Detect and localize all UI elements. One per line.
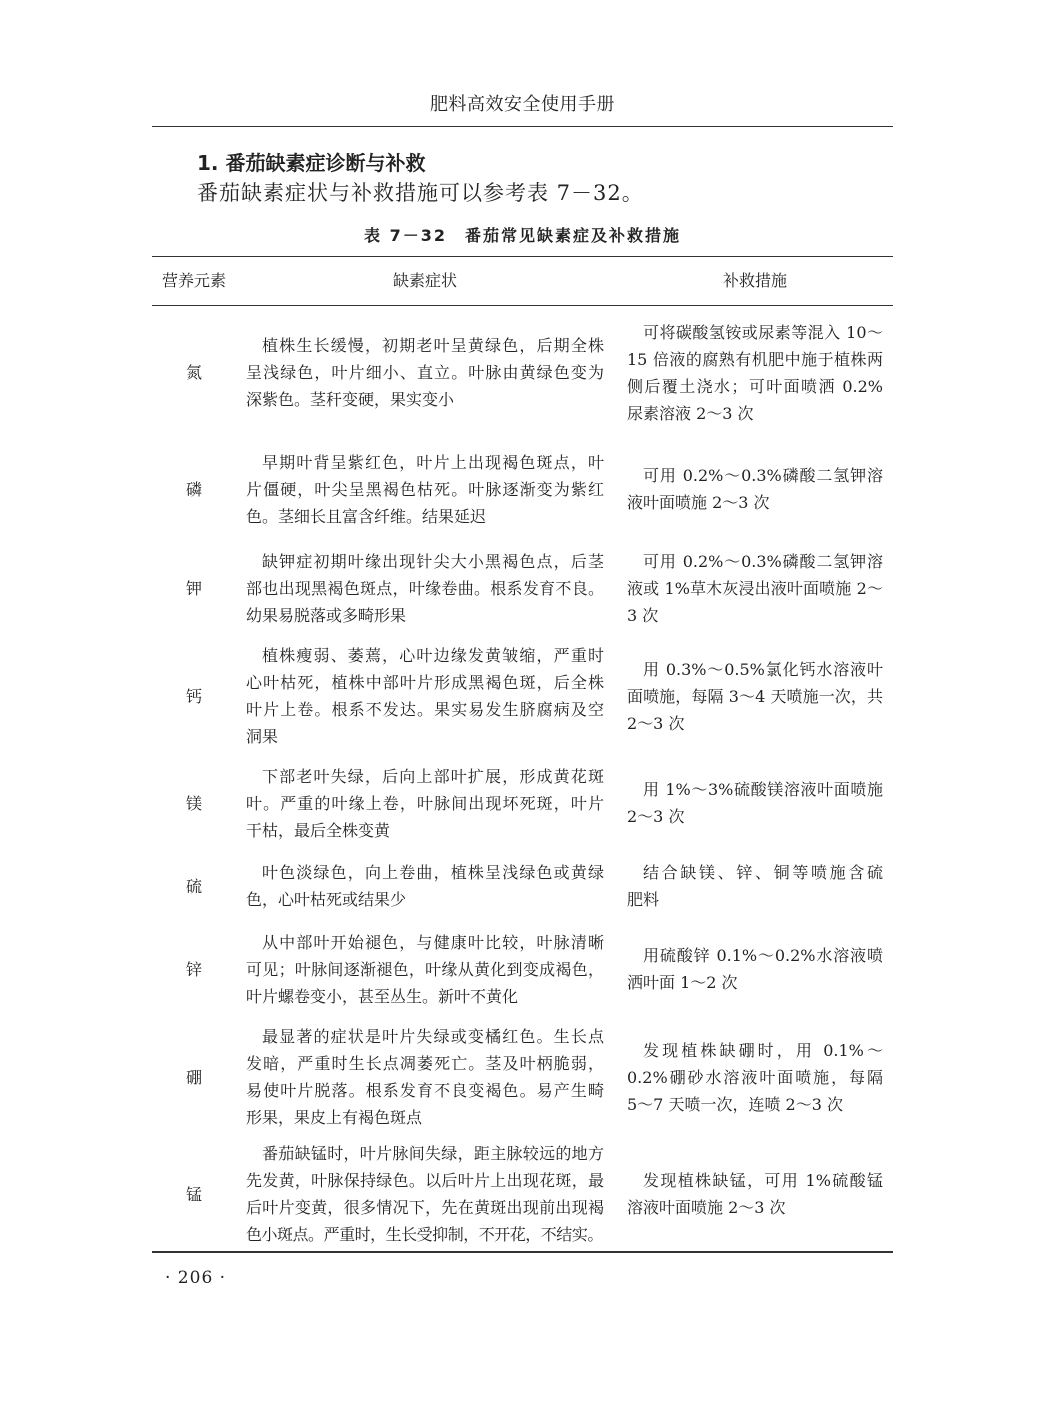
- cell-symptoms: [236, 755, 614, 851]
- symptom-line: 缺钾症初期叶缘出现针尖大小黑褐色点，后茎: [262, 551, 604, 571]
- remedy-line: 2～3 次: [627, 713, 685, 733]
- remedy-line: 用硫酸锌 0.1%～0.2%水溶液喷: [643, 946, 883, 965]
- cell-element: [152, 851, 236, 921]
- intro-paragraph: 番茄缺素症状与补救措施可以参考表 7－32。: [197, 181, 644, 205]
- cell-element: [152, 1017, 236, 1137]
- cell-element: [152, 306, 236, 439]
- element-label: 锰: [185, 1184, 202, 1204]
- symptom-line: 部也出现黑褐色斑点，叶缘卷曲。根系发育不良。: [246, 578, 604, 598]
- table-row: [152, 306, 893, 439]
- table-row: [152, 637, 893, 755]
- element-label: 镁: [185, 793, 202, 813]
- cell-symptoms: [236, 637, 614, 755]
- symptom-line: 下部老叶失绿，后向上部叶扩展，形成黄花斑: [262, 766, 604, 786]
- symptom-line: 叶。严重的叶缘上卷，叶脉间出现坏死斑，叶片: [246, 793, 604, 813]
- table-caption: [152, 224, 893, 248]
- remedy-line: 0.2%硼砂水溶液叶面喷施，每隔: [627, 1067, 883, 1087]
- remedy-line: 用 0.3%～0.5%氯化钙水溶液叶: [643, 659, 883, 679]
- cell-remedy: [614, 439, 893, 539]
- symptom-line: 最显著的症状是叶片失绿或变橘红色。生长点: [262, 1027, 604, 1046]
- symptom-line: 洞果: [246, 727, 279, 746]
- symptom-line: 色，心叶枯死或结果少: [246, 890, 407, 909]
- symptom-line: 叶片螺卷变小，甚至丛生。新叶不黄化: [246, 986, 519, 1006]
- cell-element: [152, 637, 236, 755]
- symptom-line: 易使叶片脱落。根系发育不良变褐色。易产生畸: [246, 1081, 604, 1100]
- table-row: [152, 1137, 893, 1251]
- cell-element: [152, 439, 236, 539]
- column-header-remedy: 补救措施: [722, 271, 787, 290]
- running-header: 肥料高效安全使用手册: [430, 94, 615, 115]
- symptom-line: 番茄缺锰时，叶片脉间失绿，距主脉较远的地方: [262, 1144, 604, 1163]
- deficiency-table: [152, 256, 893, 1253]
- remedy-line: 可将碳酸氢铵或尿素等混入 10～: [643, 322, 883, 342]
- symptom-line: 幼果易脱落或多畸形果: [246, 605, 407, 625]
- cell-remedy: [614, 637, 893, 755]
- symptom-line: 色。茎细长且富含纤维。结果延迟: [246, 506, 487, 526]
- symptom-line: 色小斑点。严重时，生长受抑制，不开花，不结实。: [246, 1225, 603, 1244]
- cell-remedy: [614, 921, 893, 1017]
- remedy-line: 2～3 次: [627, 807, 685, 826]
- cell-element: [152, 539, 236, 637]
- remedy-line: 洒叶面 1～2 次: [627, 973, 738, 992]
- remedy-line: 侧后覆土浇水；可叶面喷洒 0.2%: [627, 376, 883, 396]
- cell-symptoms: [236, 1137, 614, 1251]
- cell-element: [152, 1137, 236, 1251]
- table-row: [152, 539, 893, 637]
- remedy-line: 溶液叶面喷施 2～3 次: [627, 1198, 786, 1217]
- symptom-line: 从中部叶开始褪色，与健康叶比较，叶脉清晰: [262, 932, 604, 952]
- symptom-line: 植株瘦弱、萎蔫，心叶边缘发黄皱缩，严重时: [262, 646, 604, 665]
- cell-symptoms: [236, 1017, 614, 1137]
- remedy-line: 液叶面喷施 2～3 次: [627, 493, 770, 512]
- column-header-element: 营养元素: [161, 271, 226, 290]
- header-rule: [152, 126, 893, 127]
- remedy-line: 15 倍液的腐熟有机肥中施于植株两: [627, 349, 883, 369]
- cell-symptoms: [236, 921, 614, 1017]
- element-label: 锌: [185, 959, 202, 979]
- cell-remedy: [614, 755, 893, 851]
- remedy-line: 结合缺镁、锌、铜等喷施含硫: [643, 863, 883, 882]
- cell-remedy: [614, 1017, 893, 1137]
- cell-element: [152, 755, 236, 851]
- remedy-line: 尿素溶液 2～3 次: [627, 403, 754, 423]
- cell-symptoms: [236, 306, 614, 439]
- cell-symptoms: [236, 439, 614, 539]
- table-row: [152, 755, 893, 851]
- symptom-line: 叶片上卷。根系不发达。果实易发生脐腐病及空: [246, 700, 604, 719]
- table-header-row: [152, 257, 893, 306]
- symptom-line: 后叶片变黄，很多情况下，先在黄斑出现前出现褐: [246, 1198, 604, 1217]
- section-heading: 1. 番茄缺素症诊断与补救: [197, 151, 426, 175]
- symptom-line: 形果，果皮上有褐色斑点: [246, 1108, 423, 1127]
- remedy-line: 肥料: [627, 890, 660, 909]
- symptom-line: 发暗，严重时生长点凋萎死亡。茎及叶柄脆弱，: [246, 1054, 604, 1073]
- table-row: [152, 851, 893, 921]
- symptom-line: 干枯，最后全株变黄: [246, 820, 391, 840]
- table-row: [152, 1017, 893, 1137]
- remedy-line: 可用 0.2%～0.3%磷酸二氢钾溶: [643, 551, 883, 571]
- symptom-line: 先发黄，叶脉保持绿色。以后叶片上出现花斑，最: [246, 1171, 604, 1190]
- element-label: 氮: [185, 363, 202, 382]
- remedy-line: 发现植株缺锰，可用 1%硫酸锰: [643, 1171, 883, 1190]
- cell-symptoms: [236, 539, 614, 637]
- symptom-line: 叶色淡绿色，向上卷曲，植株呈浅绿色或黄绿: [262, 863, 604, 882]
- table-body: [152, 306, 893, 1251]
- remedy-line: 3 次: [627, 605, 659, 625]
- remedy-line: 发现植株缺硼时，用 0.1%～: [643, 1040, 883, 1060]
- element-label: 硫: [185, 876, 202, 896]
- table-row: [152, 439, 893, 539]
- cell-element: [152, 921, 236, 1017]
- element-label: 磷: [185, 479, 202, 499]
- remedy-line: 5～7 天喷一次，连喷 2～3 次: [627, 1094, 843, 1114]
- symptom-line: 心叶枯死，植株中部叶片形成黑褐色斑，后全株: [246, 673, 604, 692]
- symptom-line: 深紫色。茎秆变硬，果实变小: [246, 390, 455, 409]
- symptom-line: 可见；叶脉间逐渐褪色，叶缘从黄化到变成褐色，: [246, 959, 604, 979]
- table-title: 番茄常见缺素症及补救措施: [464, 226, 681, 245]
- cell-remedy: [614, 1137, 893, 1251]
- remedy-line: 面喷施，每隔 3～4 天喷施一次，共: [627, 686, 883, 706]
- element-label: 钾: [185, 578, 202, 598]
- symptom-line: 呈浅绿色，叶片细小、直立。叶脉由黄绿色变为: [246, 363, 604, 382]
- cell-remedy: [614, 539, 893, 637]
- remedy-line: 用 1%～3%硫酸镁溶液叶面喷施: [643, 780, 883, 799]
- element-label: 钙: [185, 686, 202, 706]
- column-header-symptoms: 缺素症状: [392, 271, 457, 290]
- table-number: 表 7－32: [364, 226, 447, 245]
- table-row: [152, 921, 893, 1017]
- cell-remedy: [614, 306, 893, 439]
- cell-symptoms: [236, 851, 614, 921]
- element-label: 硼: [185, 1067, 202, 1087]
- symptom-line: 植株生长缓慢，初期老叶呈黄绿色，后期全株: [262, 336, 604, 355]
- remedy-line: 液或 1%草木灰浸出液叶面喷施 2～: [627, 578, 883, 598]
- cell-remedy: [614, 851, 893, 921]
- page-number: · 206 ·: [165, 1268, 227, 1288]
- symptom-line: 早期叶背呈紫红色，叶片上出现褐色斑点，叶: [262, 452, 604, 472]
- remedy-line: 可用 0.2%～0.3%磷酸二氢钾溶: [643, 466, 883, 485]
- symptom-line: 片僵硬，叶尖呈黑褐色枯死。叶脉逐渐变为紫红: [246, 479, 604, 499]
